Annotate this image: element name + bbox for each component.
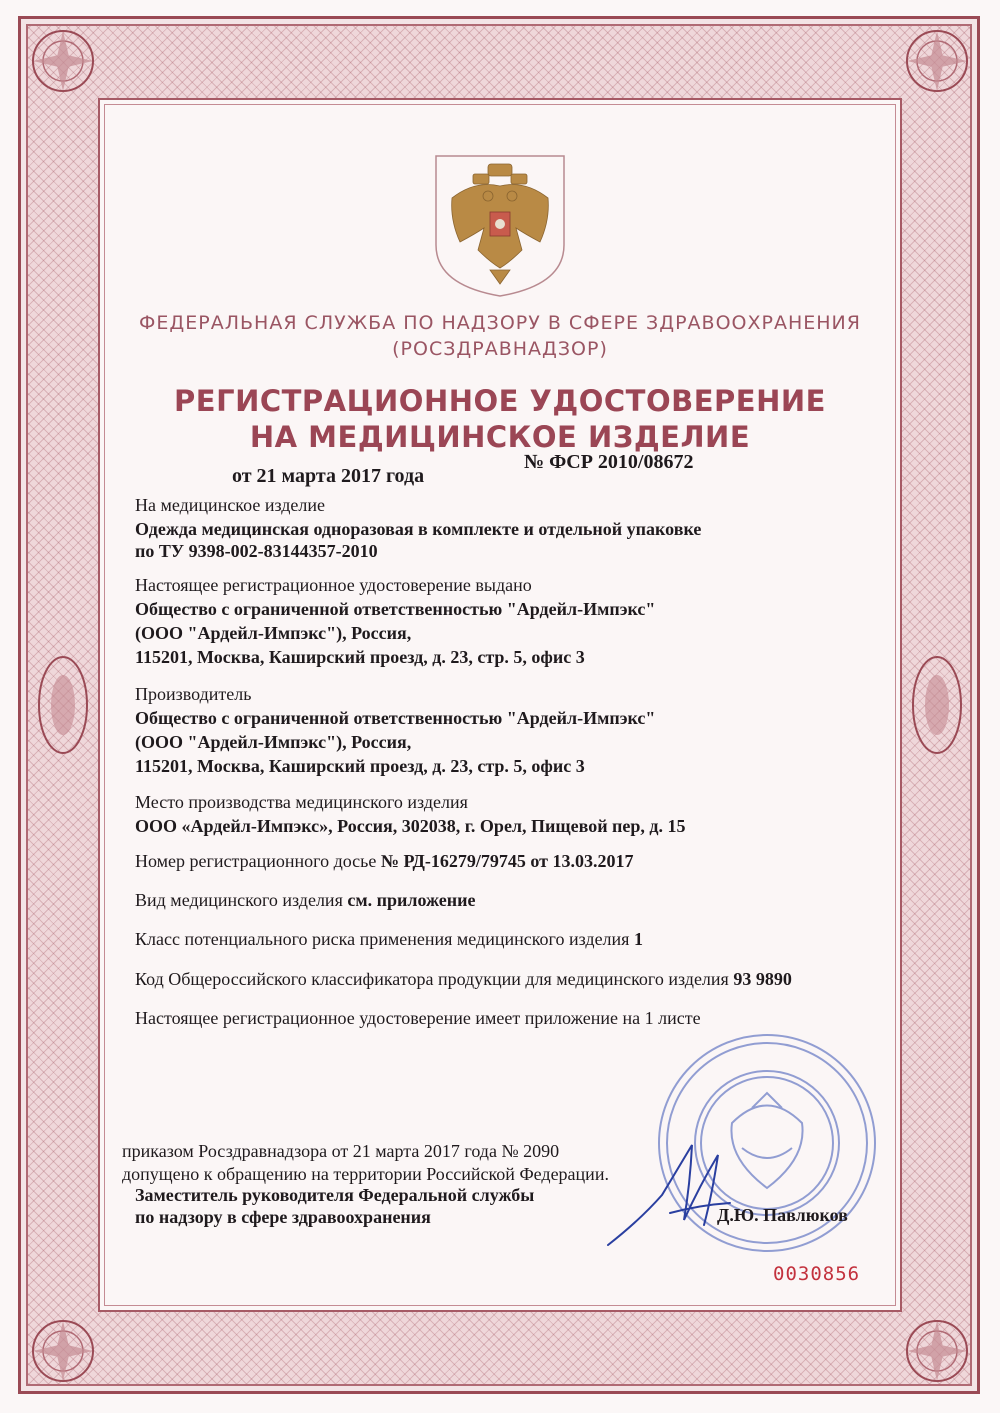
appendix-note: Настоящее регистрационное удостоверение имеет приложение на 1 листе	[135, 1008, 701, 1028]
corner-rosette-icon	[902, 1316, 972, 1386]
issued-to-line1: Общество с ограниченной ответственностью "Ардейл-Импэкс"	[135, 599, 656, 619]
risk-class-value: 1	[633, 929, 643, 949]
order-reference: приказом Росздравнадзора от 21 марта 2017 года № 2090	[122, 1141, 560, 1161]
risk-class-row	[135, 929, 643, 950]
manufacturer-line1: Общество с ограниченной ответственностью "Ардейл-Импэкс"	[135, 708, 656, 728]
coat-of-arms-icon	[430, 150, 570, 300]
production-site-label: Место производства медицинского изделия	[135, 792, 468, 812]
kind-row	[135, 890, 476, 911]
signatory-position-line2: по надзору в сфере здравоохранения	[135, 1207, 431, 1227]
okp-code-value: 93 9890	[733, 969, 792, 989]
issued-to-label: Настоящее регистрационное удостоверение выдано	[135, 575, 532, 595]
order-permission: допущено к обращению на территории Российской Федерации.	[122, 1164, 609, 1184]
device-name-line2: по ТУ 9398-002-83144357-2010	[135, 541, 378, 561]
corner-rosette-icon	[28, 26, 98, 96]
okp-code-row	[135, 969, 792, 990]
corner-rosette-icon	[28, 1316, 98, 1386]
device-label: На медицинское изделие	[135, 495, 326, 515]
kind-label: Вид медицинского изделия	[135, 890, 348, 910]
agency-name: ФЕДЕРАЛЬНАЯ СЛУЖБА ПО НАДЗОРУ В СФЕРЕ ЗДРАВООХРАНЕНИЯ	[139, 312, 861, 334]
manufacturer-line3: 115201, Москва, Каширский проезд, д. 23, стр. 5, офис 3	[135, 756, 585, 776]
risk-class-label: Класс потенциального риска применения медицинского изделия	[135, 929, 634, 949]
issued-to-line2: (ООО "Ардейл-Импэкс"), Россия,	[135, 623, 412, 643]
signatory-position-line1: Заместитель руководителя Федеральной службы	[135, 1185, 535, 1205]
corner-rosette-icon	[902, 26, 972, 96]
dossier-value: № РД-16279/79745 от 13.03.2017	[380, 851, 634, 871]
side-ornament-icon	[907, 650, 967, 760]
dossier-label: Номер регистрационного досье	[135, 851, 381, 871]
certificate-number: № ФСР 2010/08672	[524, 451, 694, 473]
issue-date: от 21 марта 2017 года	[232, 465, 425, 487]
manufacturer-line2: (ООО "Ардейл-Импэкс"), Россия,	[135, 732, 412, 752]
issued-to-line3: 115201, Москва, Каширский проезд, д. 23, стр. 5, офис 3	[135, 647, 585, 667]
side-ornament-icon	[33, 650, 93, 760]
device-name-line1: Одежда медицинская одноразовая в комплекте и отдельной упаковке	[135, 519, 702, 539]
document-subtitle: НА МЕДИЦИНСКОЕ ИЗДЕЛИЕ	[249, 420, 751, 454]
document-title: РЕГИСТРАЦИОННОЕ УДОСТОВЕРЕНИЕ	[174, 384, 826, 418]
agency-abbreviation: (РОСЗДРАВНАДЗОР)	[392, 338, 608, 360]
production-site-address: ООО «Ардейл-Импэкс», Россия, 302038, г. Орел, Пищевой пер, д. 15	[135, 816, 686, 836]
manufacturer-label: Производитель	[135, 684, 252, 704]
okp-code-label: Код Общероссийского классификатора продукции для медицинского изделия	[135, 969, 734, 989]
serial-number: 0030856	[773, 1263, 861, 1285]
dossier-row	[135, 851, 634, 872]
signatory-name: Д.Ю. Павлюков	[717, 1205, 848, 1225]
signature-icon	[600, 1125, 740, 1265]
kind-value: см. приложение	[347, 890, 476, 910]
